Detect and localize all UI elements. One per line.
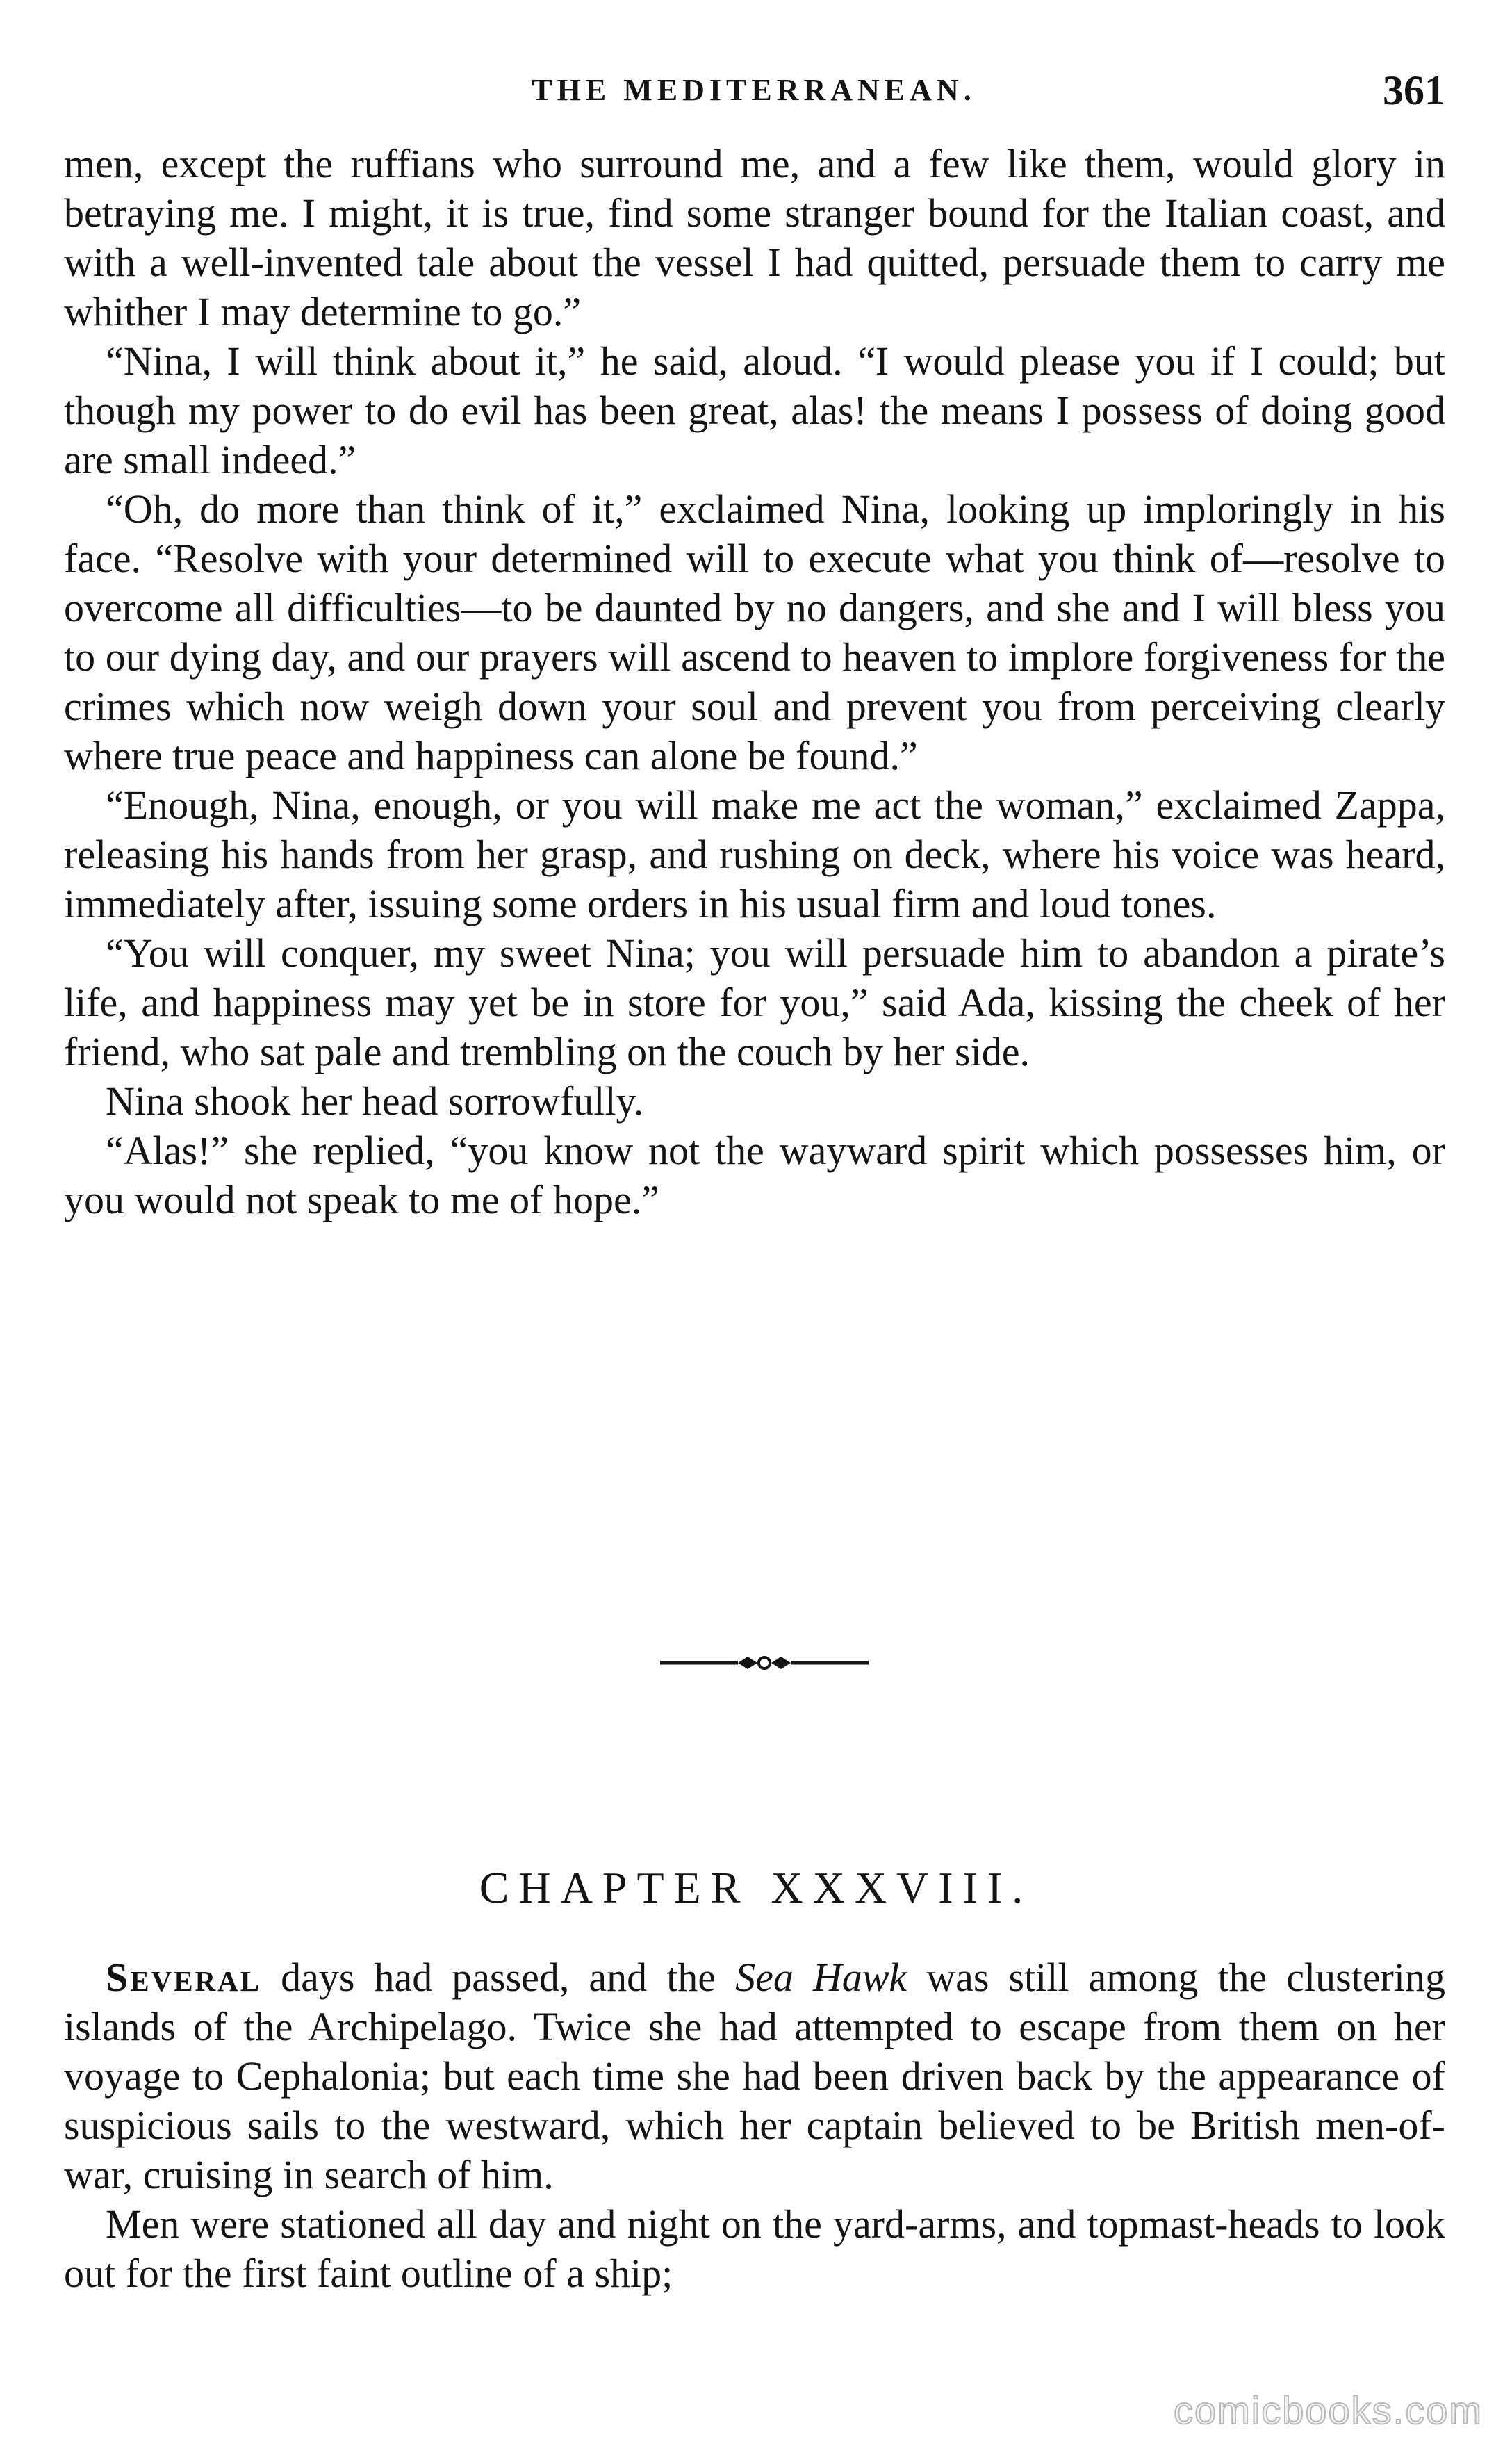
paragraph: “Oh, do more than think of it,” exclaimed Nina, looking up imploringly in his face. “Resolve with your determined will to execute what you think of—resolve to overcome all difficulties—to be daunted by no dangers, and she and I will bless you to our dying day, and our prayers will ascend to heaven to implore forgiveness for the crimes which now weigh down your soul and prevent you from perceiving clearly where true peace and happiness can alone be found.” [64,486,1445,778]
chapter-lead-word: Several [106,1955,262,2000]
body-text-top [64,139,1445,1224]
running-head [63,67,1445,128]
paragraph: Nina shook her head sorrowfully. [106,1078,644,1124]
paragraph: “Nina, I will think about it,” he said, aloud. “I would please you if I could; but though my power to do evil has been great, alas! the means I possess of doing good are small indeed.” [64,338,1445,482]
chapter-heading: CHAPTER XXXVIII. [479,1863,1033,1912]
section-divider-ornament [660,1652,869,1673]
chapter-first-paragraph [64,1953,1445,2199]
paragraph: men, except the ruffians who surround me, and a few like them, would glory in betraying me. I might, it is true, find some stranger bound for the Italian coast, and with a well-invented tale about the vessel I had quitted, persuade them to carry me whither I may determine to go.” [64,141,1445,334]
paragraph: Men were stationed all day and night on the yard-arms, and topmast-heads to look out for the first faint outline of a ship; [64,2201,1445,2296]
paragraph-text: was still among the clustering islands of the Archipelago. Twice she had attempted to escape from them on her voyage to Cephalonia; but each time she had been driven back by the appearance of suspicious sails to the westward, which her captain believed to be British men-of-war, cruising in search of him. [64,1955,1445,2197]
ship-name: Sea Hawk [735,1955,907,2000]
paragraph-text: days had passed, and the [261,1955,736,2000]
paragraph: “You will conquer, my sweet Nina; you will persuade him to abandon a pirate’s life, and happiness may yet be in store for you,” said Ada, kissing the cheek of her friend, who sat pale and trembling on the couch by her side. [64,930,1445,1074]
watermark: comicbooks.com [1173,2388,1483,2432]
paragraph: “Alas!” she replied, “you know not the wayward spirit which possesses him, or you would not speak to me of hope.” [64,1128,1445,1222]
body-text-chapter [64,1953,1445,2298]
page-number: 361 [1383,67,1445,113]
running-title: THE MEDITERRANEAN. [532,73,976,107]
paragraph: “Enough, Nina, enough, or you will make me act the woman,” exclaimed Zappa, releasing his hands from her grasp, and rushing on deck, where his voice was heard, immediately after, issuing some orders in his usual firm and loud tones. [64,782,1445,926]
